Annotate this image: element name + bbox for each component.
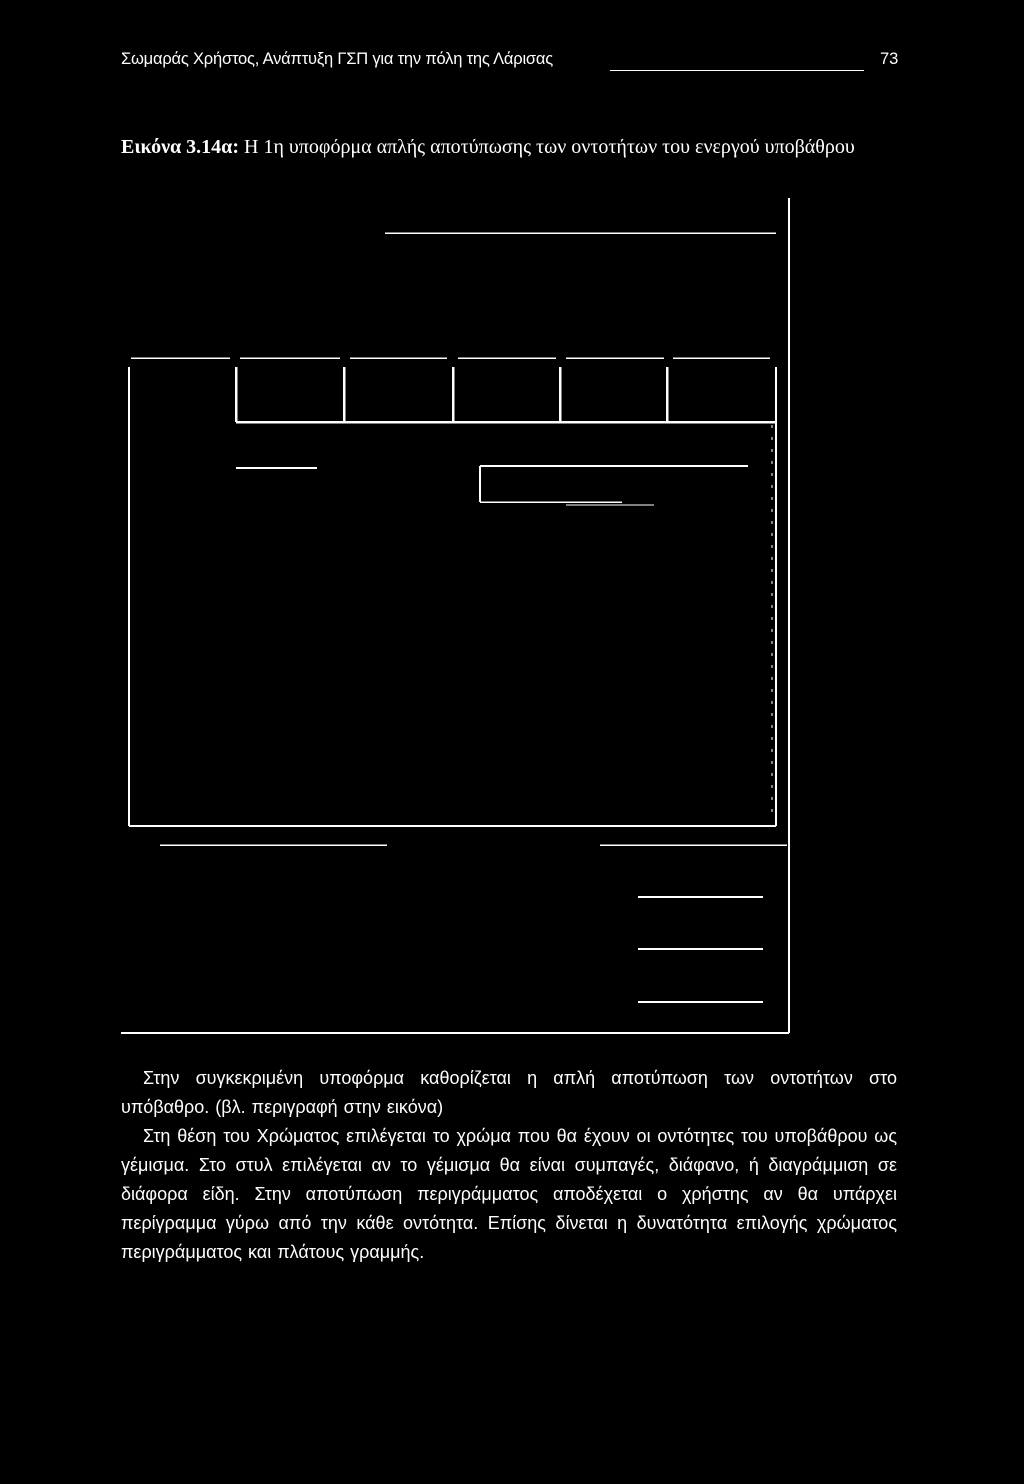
paragraph-2: Στη θέση του Χρώματος επιλέγεται το χρώμα που θα έχουν οι οντότητες του υποβάθρου ως γέμισμα. Στο στυλ επιλέγεται αν το γέμισμα θα είναι συμπαγές, διάφανο, ή διαγράμμιση σε διάφορα είδη. Στην αποτύπωση περιγράμματος αποδέχεται ο χρήστης αν θα υπάρχει περίγραμμα γύρω από την κάθε οντότητα. Επίσης δίνεται η δυνατότητα επιλογής χρώματος περιγράμματος και πλάτους γραμμής. [121, 1126, 897, 1262]
running-header-title: Σωμαράς Χρήστος, Ανάπτυξη ΓΣΠ για την πόλη της Λάρισας [121, 50, 554, 68]
paragraph-1: Στην συγκεκριμένη υποφόρμα καθορίζεται η απλή αποτύπωση των οντοτήτων στο υπόβαθρο. (βλ. περιγραφή στην εικόνα) [121, 1068, 897, 1117]
body-text [121, 1064, 897, 1267]
figure-caption-label: Εικόνα 3.14α: [121, 136, 239, 158]
page-number: 73 [880, 50, 899, 68]
figure-caption-text: Η 1η υποφόρμα απλής αποτύπωσης των οντοτήτων του ενεργού υποβάθρου [244, 136, 855, 158]
